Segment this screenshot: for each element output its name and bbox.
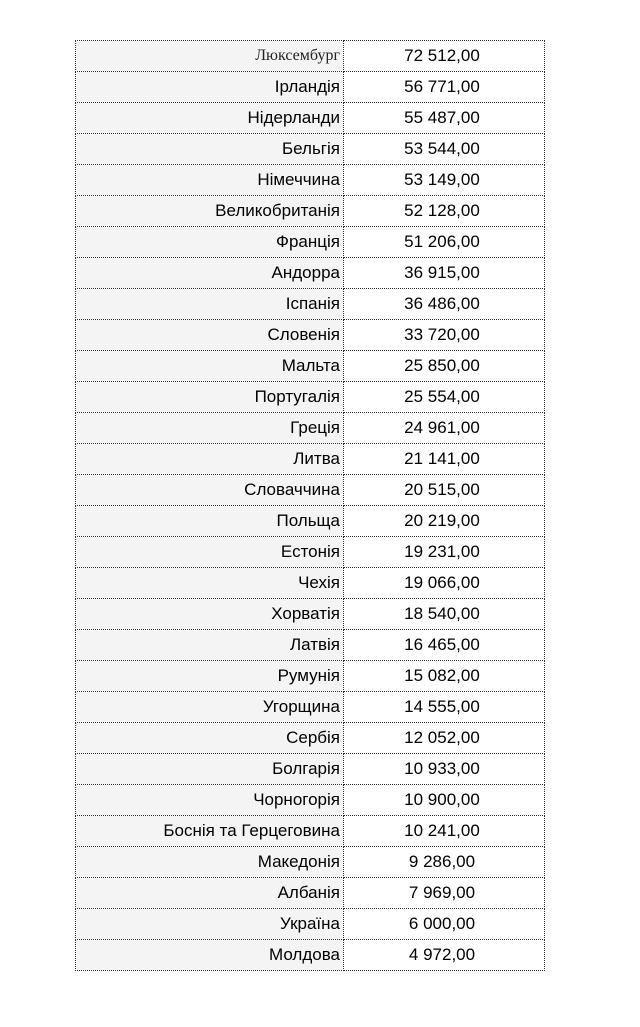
table-row — [76, 103, 545, 134]
country-cell[interactable]: Словенія — [76, 320, 344, 351]
country-value-table — [75, 40, 545, 971]
value-cell[interactable]: 9 286,00 — [344, 847, 545, 878]
country-cell[interactable]: Естонія — [76, 537, 344, 568]
value-cell[interactable]: 18 540,00 — [344, 599, 545, 630]
value-cell[interactable]: 20 515,00 — [344, 475, 545, 506]
value-cell[interactable]: 16 465,00 — [344, 630, 545, 661]
table-row — [76, 599, 545, 630]
table-row — [76, 196, 545, 227]
country-cell[interactable]: Румунія — [76, 661, 344, 692]
value-cell[interactable]: 20 219,00 — [344, 506, 545, 537]
table-row — [76, 413, 545, 444]
table-row — [76, 72, 545, 103]
country-cell[interactable]: Латвія — [76, 630, 344, 661]
table-row — [76, 351, 545, 382]
value-cell[interactable]: 56 771,00 — [344, 72, 545, 103]
country-cell[interactable]: Бельгія — [76, 134, 344, 165]
value-cell[interactable]: 10 900,00 — [344, 785, 545, 816]
table-row — [76, 258, 545, 289]
country-cell[interactable]: Чорногорія — [76, 785, 344, 816]
table-row — [76, 444, 545, 475]
table-row — [76, 754, 545, 785]
value-cell[interactable]: 14 555,00 — [344, 692, 545, 723]
country-cell[interactable]: Мальта — [76, 351, 344, 382]
country-cell[interactable]: Франція — [76, 227, 344, 258]
value-cell[interactable]: 19 231,00 — [344, 537, 545, 568]
country-cell[interactable]: Сербія — [76, 723, 344, 754]
table-row — [76, 630, 545, 661]
country-cell[interactable]: Словаччина — [76, 475, 344, 506]
table-row — [76, 661, 545, 692]
country-cell[interactable]: Хорватія — [76, 599, 344, 630]
value-cell[interactable]: 12 052,00 — [344, 723, 545, 754]
table-row — [76, 816, 545, 847]
country-cell[interactable]: Македонія — [76, 847, 344, 878]
table-row — [76, 909, 545, 940]
value-cell[interactable]: 4 972,00 — [344, 940, 545, 971]
table-row — [76, 382, 545, 413]
table-row — [76, 692, 545, 723]
value-cell[interactable]: 7 969,00 — [344, 878, 545, 909]
country-cell[interactable]: Чехія — [76, 568, 344, 599]
country-cell[interactable]: Люксембург — [76, 41, 344, 72]
table-row — [76, 227, 545, 258]
table-row — [76, 134, 545, 165]
table-row — [76, 847, 545, 878]
value-cell[interactable]: 53 544,00 — [344, 134, 545, 165]
value-cell[interactable]: 36 486,00 — [344, 289, 545, 320]
value-cell[interactable]: 33 720,00 — [344, 320, 545, 351]
value-cell[interactable]: 52 128,00 — [344, 196, 545, 227]
value-cell[interactable]: 19 066,00 — [344, 568, 545, 599]
country-cell[interactable]: Молдова — [76, 940, 344, 971]
country-cell[interactable]: Ірландія — [76, 72, 344, 103]
value-cell[interactable]: 10 241,00 — [344, 816, 545, 847]
country-cell[interactable]: Греція — [76, 413, 344, 444]
country-cell[interactable]: Німеччина — [76, 165, 344, 196]
table-row — [76, 878, 545, 909]
country-cell[interactable]: Португалія — [76, 382, 344, 413]
country-cell[interactable]: Великобританія — [76, 196, 344, 227]
value-cell[interactable]: 25 850,00 — [344, 351, 545, 382]
country-cell[interactable]: Боснія та Герцеговина — [76, 816, 344, 847]
country-cell[interactable]: Албанія — [76, 878, 344, 909]
country-cell[interactable]: Литва — [76, 444, 344, 475]
table-row — [76, 568, 545, 599]
table-row — [76, 785, 545, 816]
value-cell[interactable]: 51 206,00 — [344, 227, 545, 258]
value-cell[interactable]: 72 512,00 — [344, 41, 545, 72]
country-cell[interactable]: Андорра — [76, 258, 344, 289]
country-cell[interactable]: Україна — [76, 909, 344, 940]
value-cell[interactable]: 25 554,00 — [344, 382, 545, 413]
country-cell[interactable]: Нідерланди — [76, 103, 344, 134]
value-cell[interactable]: 15 082,00 — [344, 661, 545, 692]
country-value-table-wrapper — [75, 40, 545, 971]
table-row — [76, 320, 545, 351]
table-row — [76, 41, 545, 72]
value-cell[interactable]: 6 000,00 — [344, 909, 545, 940]
value-cell[interactable]: 36 915,00 — [344, 258, 545, 289]
table-row — [76, 723, 545, 754]
table-row — [76, 537, 545, 568]
value-cell[interactable]: 53 149,00 — [344, 165, 545, 196]
country-cell[interactable]: Польща — [76, 506, 344, 537]
table-row — [76, 165, 545, 196]
country-cell[interactable]: Болгарія — [76, 754, 344, 785]
table-row — [76, 289, 545, 320]
country-cell[interactable]: Іспанія — [76, 289, 344, 320]
value-cell[interactable]: 21 141,00 — [344, 444, 545, 475]
value-cell[interactable]: 55 487,00 — [344, 103, 545, 134]
country-cell[interactable]: Угорщина — [76, 692, 344, 723]
table-row — [76, 475, 545, 506]
value-cell[interactable]: 24 961,00 — [344, 413, 545, 444]
table-row — [76, 940, 545, 971]
value-cell[interactable]: 10 933,00 — [344, 754, 545, 785]
table-row — [76, 506, 545, 537]
